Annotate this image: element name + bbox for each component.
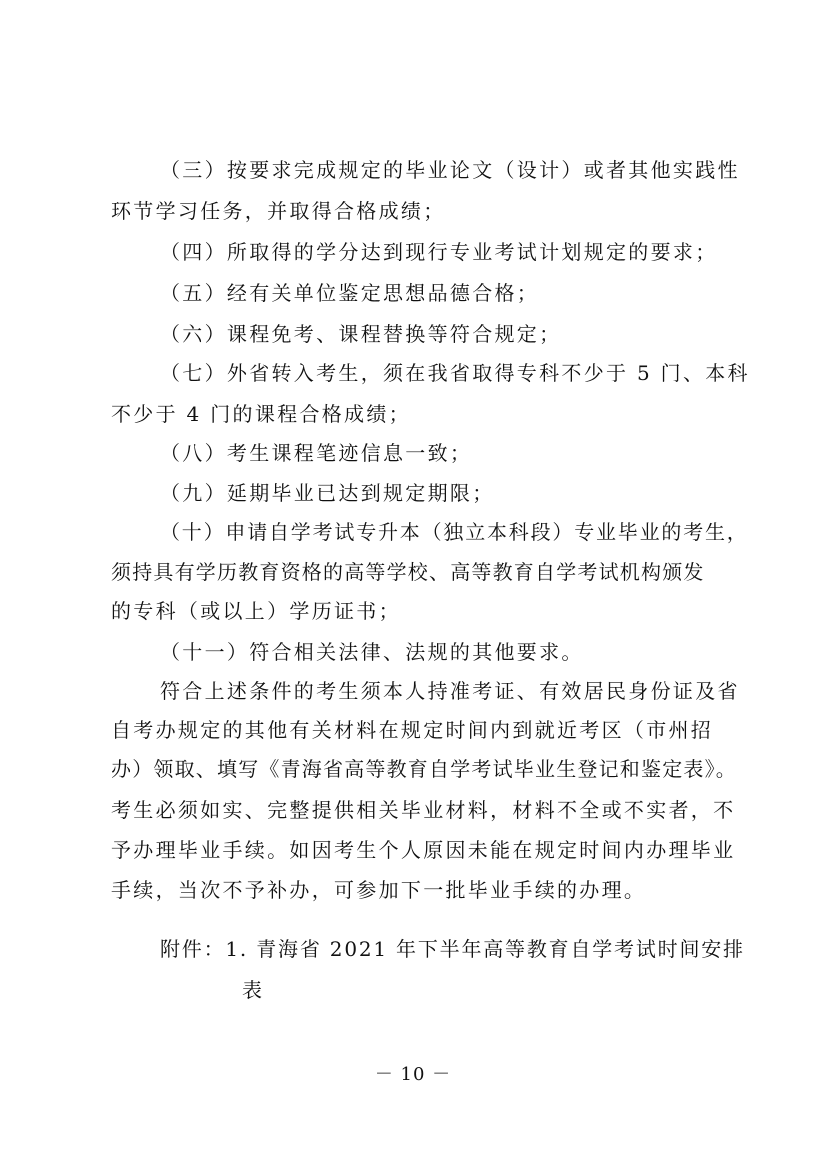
paragraph-line: （六）课程免考、课程替换等符合规定；	[160, 322, 562, 346]
attachment-line-continued: 表	[242, 978, 265, 1002]
paragraph-line: （九）延期毕业已达到规定期限；	[160, 481, 495, 505]
paragraph-line: 的专科（或以上）学历证书；	[111, 599, 401, 623]
attachment-line: 附件：1. 青海省 2021 年下半年高等教育自学考试时间安排	[160, 937, 745, 961]
paragraph-line: （八）考生课程笔迹信息一致；	[160, 441, 473, 465]
paragraph-line: （七）外省转入考生，须在我省取得专科不少于 5 门、本科	[160, 361, 750, 385]
paragraph-line: 符合上述条件的考生须本人持准考证、有效居民身份证及省	[160, 679, 740, 703]
paragraph-line: 予办理毕业手续。如因考生个人原因未能在规定时间内办理毕业	[111, 838, 736, 862]
paragraph-line: （五）经有关单位鉴定思想品德合格；	[160, 281, 540, 305]
page-number: － 10 －	[374, 1064, 452, 1085]
paragraph-line: 须持具有学历教育资格的高等学校、高等教育自学考试机构颁发	[111, 560, 705, 584]
paragraph-line: 不少于 4 门的课程合格成绩；	[111, 402, 411, 426]
paragraph-line: （十一）符合相关法律、法规的其他要求。	[160, 640, 584, 664]
paragraph-line: （十）申请自学考试专升本（独立本科段）专业毕业的考生，	[160, 520, 749, 544]
paragraph-line: 自考办规定的其他有关材料在规定时间内到就近考区（市州招	[111, 718, 714, 742]
paragraph-line: 手续，当次不予补办，可参加下一批毕业手续的办理。	[111, 878, 647, 902]
paragraph-line: 办）领取、填写《青海省高等教育自学考试毕业生登记和鉴定表》。	[111, 757, 737, 781]
paragraph-line: （三）按要求完成规定的毕业论文（设计）或者其他实践性	[160, 158, 740, 182]
paragraph-line: 考生必须如实、完整提供相关毕业材料，材料不全或不实者，不	[111, 798, 736, 822]
paragraph-line: （四）所取得的学分达到现行专业考试计划规定的要求；	[160, 240, 718, 264]
paragraph-line: 环节学习任务，并取得合格成绩；	[111, 199, 446, 223]
